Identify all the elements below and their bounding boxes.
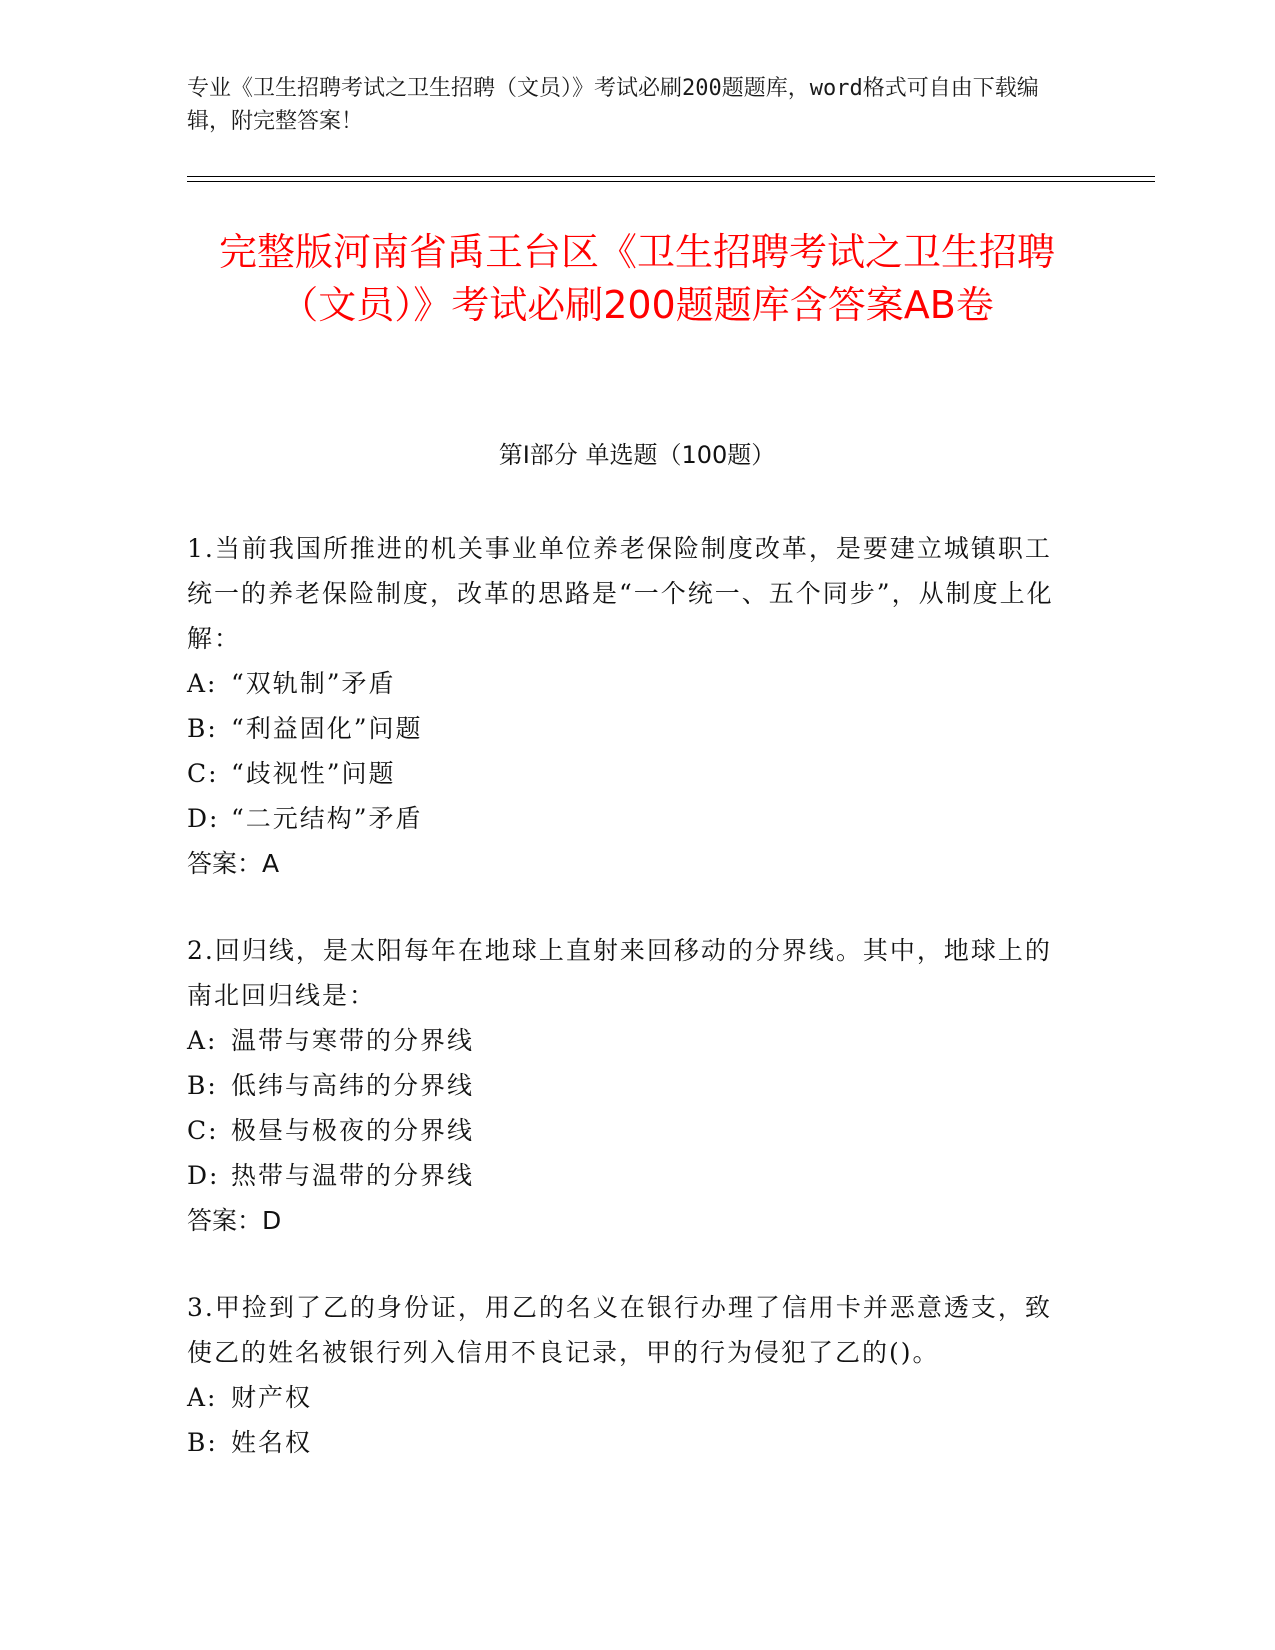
option-b xyxy=(187,1420,1067,1465)
option-a xyxy=(187,661,1067,706)
option-letter: C: xyxy=(187,1116,219,1145)
option-a xyxy=(187,1018,1067,1063)
option-letter: D: xyxy=(187,1161,220,1190)
option-text: “二元结构”矛盾 xyxy=(231,804,423,833)
option-letter: A: xyxy=(187,1026,218,1055)
question-3 xyxy=(187,1285,1067,1465)
option-d xyxy=(187,1153,1067,1198)
question-1 xyxy=(187,526,1067,886)
option-b xyxy=(187,706,1067,751)
option-letter: A: xyxy=(187,1383,218,1412)
option-letter: B: xyxy=(187,1428,218,1457)
option-letter: B: xyxy=(187,714,218,743)
option-b xyxy=(187,1063,1067,1108)
question-stem: 3.甲捡到了乙的身份证，用乙的名义在银行办理了信用卡并恶意透支，致使乙的姓名被银行列入信用不良记录，甲的行为侵犯了乙的()。 xyxy=(187,1293,1052,1367)
option-a xyxy=(187,1375,1067,1420)
answer-line: 答案：D xyxy=(187,1206,282,1235)
option-text: 温带与寒带的分界线 xyxy=(231,1026,475,1055)
option-text: “双轨制”矛盾 xyxy=(231,669,396,698)
option-text: “歧视性”问题 xyxy=(231,759,396,788)
question-2 xyxy=(187,928,1067,1243)
question-list xyxy=(187,526,1067,1507)
option-text: 热带与温带的分界线 xyxy=(231,1161,475,1190)
option-text: 姓名权 xyxy=(231,1428,313,1457)
section-heading: 第Ⅰ部分 单选题（100题） xyxy=(498,441,776,469)
option-c xyxy=(187,751,1067,796)
option-text: 财产权 xyxy=(231,1383,313,1412)
header-divider-bottom xyxy=(187,181,1155,182)
option-letter: A: xyxy=(187,669,218,698)
option-c xyxy=(187,1108,1067,1153)
option-letter: B: xyxy=(187,1071,218,1100)
option-text: 低纬与高纬的分界线 xyxy=(231,1071,475,1100)
document-title: 完整版河南省禹王台区《卫生招聘考试之卫生招聘（文员）》考试必刷200题题库含答案AB卷 xyxy=(218,230,1055,327)
option-text: “利益固化”问题 xyxy=(231,714,423,743)
header-note: 专业《卫生招聘考试之卫生招聘（文员）》考试必刷200题题库，word格式可自由下载编辑，附完整答案！ xyxy=(187,76,1039,134)
question-stem: 2.回归线，是太阳每年在地球上直射来回移动的分界线。其中，地球上的南北回归线是： xyxy=(187,936,1052,1010)
answer-line: 答案：A xyxy=(187,849,280,878)
option-d xyxy=(187,796,1067,841)
header-divider-top xyxy=(187,176,1155,177)
option-letter: C: xyxy=(187,759,219,788)
option-text: 极昼与极夜的分界线 xyxy=(231,1116,475,1145)
question-stem: 1.当前我国所推进的机关事业单位养老保险制度改革，是要建立城镇职工统一的养老保险制度，改革的思路是“一个统一、五个同步”，从制度上化解： xyxy=(187,534,1054,653)
option-letter: D: xyxy=(187,804,220,833)
